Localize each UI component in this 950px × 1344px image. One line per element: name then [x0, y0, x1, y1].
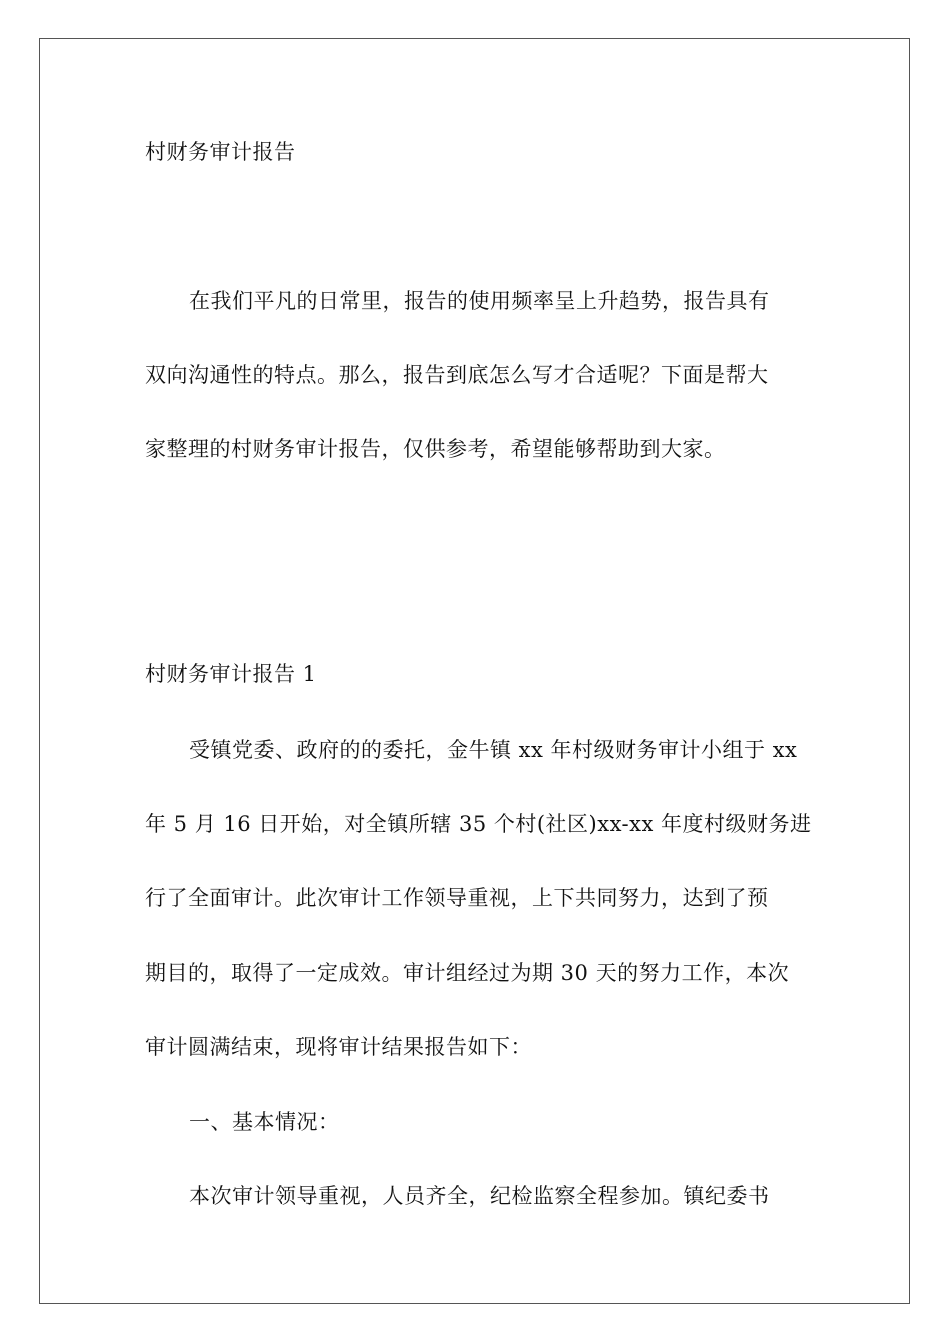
heading-basic-situation: 一、基本情况： — [189, 1110, 340, 1134]
document-title: 村财务审计报告 — [145, 140, 296, 164]
section-title: 村财务审计报告 1 — [145, 662, 317, 686]
section-paragraph-line-3: 行了全面审计。此次审计工作领导重视，上下共同努力，达到了预 — [145, 886, 769, 910]
section-paragraph-line-1: 受镇党委、政府的的委托，金牛镇 xx 年村级财务审计小组于 xx — [189, 738, 798, 762]
intro-line-3: 家整理的村财务审计报告，仅供参考，希望能够帮助到大家。 — [145, 437, 726, 461]
section-paragraph-line-4: 期目的，取得了一定成效。审计组经过为期 30 天的努力工作，本次 — [145, 961, 790, 985]
intro-line-1: 在我们平凡的日常里，报告的使用频率呈上升趋势，报告具有 — [189, 289, 770, 313]
section-paragraph-line-5: 审计圆满结束，现将审计结果报告如下： — [145, 1035, 532, 1059]
intro-line-2: 双向沟通性的特点。那么，报告到底怎么写才合适呢？下面是帮大 — [145, 363, 769, 387]
paragraph-2-line-1: 本次审计领导重视，人员齐全，纪检监察全程参加。镇纪委书 — [189, 1184, 770, 1208]
section-paragraph-line-2: 年 5 月 16 日开始，对全镇所辖 35 个村(社区)xx-xx 年度村级财务进 — [145, 812, 812, 836]
